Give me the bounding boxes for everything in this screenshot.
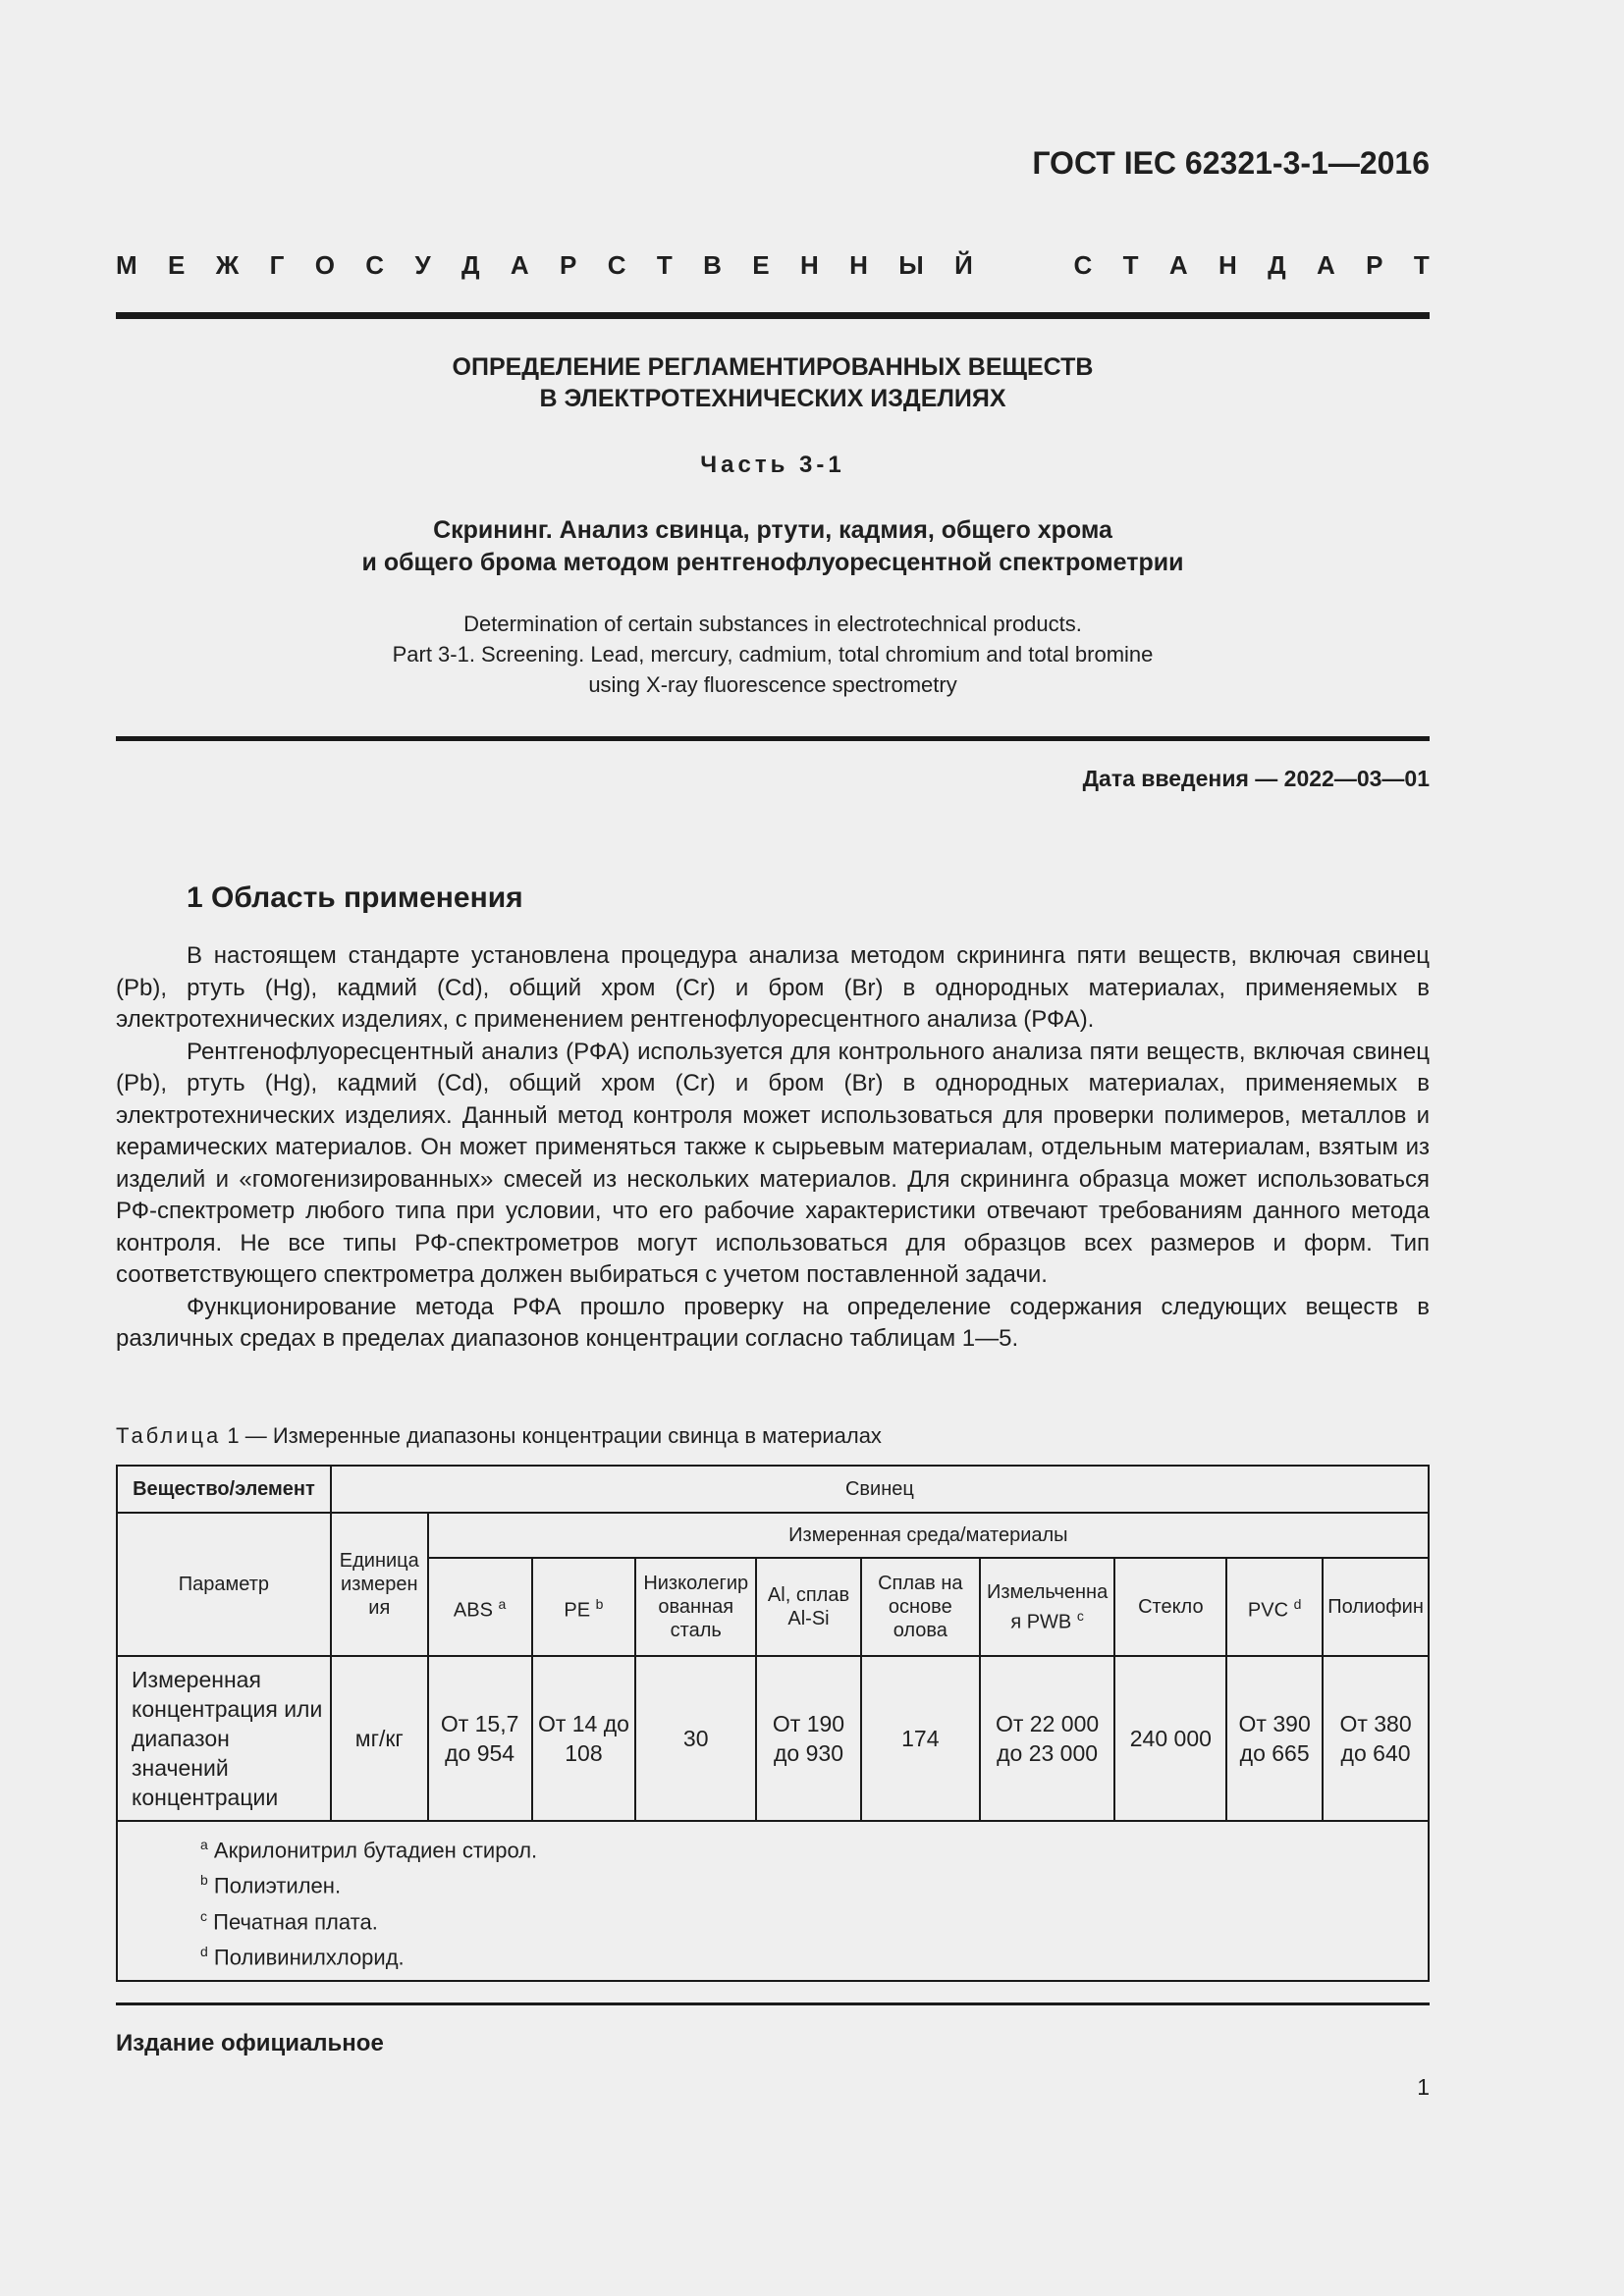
note-text: Поливинилхлорид.	[213, 1945, 405, 1970]
paragraph-3: Функционирование метода РФА прошло проверку на определение содержания следующих веществ в различных средах в пределах диапазонов концентрации согласно таблицам 1—5.	[116, 1293, 1430, 1352]
banner-letter: В	[703, 250, 722, 280]
english-title-line3: using X-ray fluorescence spectrometry	[588, 672, 957, 697]
column-footnote-mark: a	[498, 1595, 507, 1612]
note-text: Полиэтилен.	[213, 1873, 342, 1898]
banner-letter: С	[1073, 250, 1093, 280]
substance-label: Вещество/элемент	[117, 1466, 331, 1513]
note-mark: d	[200, 1943, 208, 1959]
table-note	[200, 1830, 1428, 1865]
banner-letter: Т	[1413, 250, 1430, 280]
banner-letter: Н	[1218, 250, 1237, 280]
banner-letter: Й	[954, 250, 973, 280]
banner-letter: Н	[849, 250, 868, 280]
parameter-label: Параметр	[117, 1513, 331, 1656]
column-header	[861, 1558, 980, 1656]
standard-id: ГОСТ IEC 62321-3-1—2016	[1032, 145, 1430, 181]
main-title	[116, 351, 1430, 414]
unit-label: Единица измерения	[331, 1513, 428, 1656]
banner-letter: Т	[1122, 250, 1139, 280]
banner-letter: С	[365, 250, 385, 280]
value-cell: От 15,7 до 954	[428, 1656, 532, 1821]
column-header-text: PE	[564, 1599, 591, 1622]
english-title-line1: Determination of certain substances in electrotechnical products.	[463, 612, 1082, 636]
note-mark: c	[200, 1907, 207, 1924]
column-header	[1226, 1558, 1323, 1656]
banner-letter: У	[414, 250, 431, 280]
media-label: Измеренная среда/материалы	[428, 1513, 1429, 1558]
paragraph-2: Рентгенофлуоресцентный анализ (РФА) используется для контрольного анализа пяти веществ, включая свинец (Pb), ртуть (Hg), кадмий (Cd), общий хром (Cr) и бром (Br) в однородных материалах, применяемых в электротехнических изделиях. Данный метод контроля может использоваться для проверки полимеров, металлов и керамических материалов. Он может применяться также к сырьевым материалам, отдельным материалам, взятым из изделий и «гомогенизированных» смесей из нескольких материалов. Для скрининга образца может использоваться РФ-спектрометр любого типа при условии, что его рабочие характеристики отвечают требованиям данного метода контроля. Не все типы РФ-спектрометров могут использоваться для образцов всех размеров и форм. Тип соответствующего спектрометра должен выбираться с учетом поставленной задачи.	[116, 1038, 1430, 1288]
introduction-date: Дата введения — 2022—03—01	[1082, 766, 1430, 791]
mid-rule	[116, 736, 1430, 741]
banner-letter: М	[116, 250, 137, 280]
note-text: Акрилонитрил бутадиен стирол.	[213, 1838, 538, 1863]
table-caption-word: Таблица	[116, 1423, 222, 1448]
main-title-line1: ОПРЕДЕЛЕНИЕ РЕГЛАМЕНТИРОВАННЫХ ВЕЩЕСТВ	[452, 353, 1094, 381]
main-title-line2: В ЭЛЕКТРОТЕХНИЧЕСКИХ ИЗДЕЛИЯХ	[539, 385, 1006, 412]
banner-letter: А	[1317, 250, 1335, 280]
banner-letter: Ы	[898, 250, 924, 280]
row-label: Измеренная концентрация или диапазон значений концентрации	[117, 1656, 331, 1821]
banner-letter: Ж	[215, 250, 240, 280]
english-title-line2: Part 3-1. Screening. Lead, mercury, cadmium, total chromium and total bromine	[392, 642, 1154, 667]
note-mark: a	[200, 1837, 208, 1852]
banner-letter: А	[1168, 250, 1188, 280]
subtitle	[116, 514, 1430, 579]
page-number: 1	[1417, 2074, 1430, 2100]
note-text: Печатная плата.	[213, 1908, 378, 1934]
banner-letter: С	[607, 250, 626, 280]
section-heading: 1 Область применения	[187, 881, 523, 914]
banner-letter: Р	[560, 250, 577, 280]
column-header-text: Al, сплав Al-Si	[767, 1584, 850, 1629]
banner-gap	[1003, 250, 1043, 281]
lead-concentration-table	[116, 1465, 1430, 1982]
section-body	[116, 940, 1430, 1356]
column-header	[980, 1558, 1115, 1656]
footer-rule	[116, 2002, 1430, 2005]
column-header-text: PVC	[1247, 1599, 1289, 1622]
substance-value: Свинец	[331, 1466, 1429, 1513]
english-title	[116, 609, 1430, 700]
column-header	[756, 1558, 861, 1656]
banner-letter: Е	[168, 250, 186, 280]
column-header-text: ABS	[453, 1599, 493, 1622]
table-note	[200, 1937, 1428, 1972]
banner-letter: Д	[1268, 250, 1286, 280]
value-row	[117, 1656, 1429, 1821]
column-header	[428, 1558, 532, 1656]
column-header-text: Низколегированная сталь	[643, 1573, 749, 1641]
banner-letter: Т	[656, 250, 673, 280]
value-cell: От 380 до 640	[1323, 1656, 1429, 1821]
banner-letter: Р	[1366, 250, 1383, 280]
row-unit: мг/кг	[331, 1656, 428, 1821]
column-header	[532, 1558, 636, 1656]
value-cell: 240 000	[1114, 1656, 1226, 1821]
value-cell: 174	[861, 1656, 980, 1821]
banner-letter: А	[510, 250, 529, 280]
top-rule	[116, 312, 1430, 319]
value-cell: От 190 до 930	[756, 1656, 861, 1821]
banner-letter: Г	[269, 250, 285, 280]
banner-letter: Е	[752, 250, 770, 280]
column-header-text: Измельченная PWB	[986, 1580, 1109, 1633]
table-notes	[117, 1821, 1429, 1981]
value-cell: От 390 до 665	[1226, 1656, 1323, 1821]
table-note	[200, 1901, 1428, 1937]
banner-letter: Н	[799, 250, 819, 280]
column-footnote-mark: d	[1293, 1595, 1302, 1612]
interstate-standard-banner	[116, 250, 1430, 281]
table-caption-text: 1 — Измеренные диапазоны концентрации свинца в материалах	[227, 1423, 882, 1448]
note-mark: b	[200, 1872, 208, 1889]
column-header-text: Стекло	[1138, 1596, 1204, 1618]
column-header	[1323, 1558, 1429, 1656]
banner-letter: Д	[460, 250, 480, 280]
column-header-text: Полиофин	[1327, 1596, 1424, 1618]
column-header	[635, 1558, 756, 1656]
column-header	[1114, 1558, 1226, 1656]
column-footnote-mark: c	[1076, 1607, 1084, 1624]
value-cell: 30	[635, 1656, 756, 1821]
banner-letter: О	[314, 250, 335, 280]
column-header-text: Сплав на основе олова	[878, 1573, 963, 1641]
value-cell: От 22 000 до 23 000	[980, 1656, 1115, 1821]
part-title: Часть 3-1	[700, 452, 845, 478]
column-footnote-mark: b	[595, 1595, 604, 1612]
subtitle-line2: и общего брома методом рентгенофлуоресцентной спектрометрии	[361, 549, 1184, 576]
table-note	[200, 1865, 1428, 1900]
value-cell: От 14 до 108	[532, 1656, 636, 1821]
official-edition: Издание официальное	[116, 2030, 384, 2056]
paragraph-1: В настоящем стандарте установлена процедура анализа методом скрининга пяти веществ, включая свинец (Pb), ртуть (Hg), кадмий (Cd), общий хром (Cr) и бром (Br) в однородных материалах, применяемых в электротехнических изделиях, с применением рентгенофлуоресцентного анализа (РФА).	[116, 942, 1430, 1033]
subtitle-line1: Скрининг. Анализ свинца, ртути, кадмия, общего хрома	[433, 516, 1112, 544]
table-caption	[116, 1423, 882, 1449]
